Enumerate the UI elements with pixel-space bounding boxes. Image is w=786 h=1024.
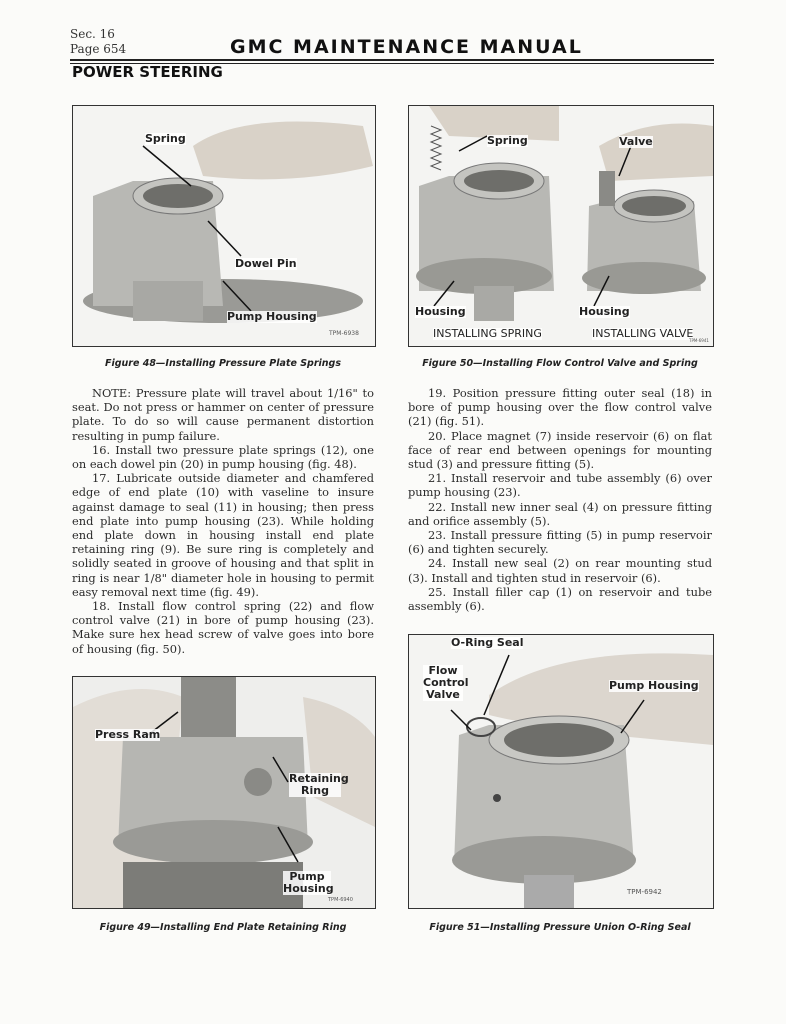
label-valve: Valve <box>619 135 653 148</box>
figure-50-image <box>408 105 714 347</box>
header-rule <box>70 59 714 61</box>
figure-49-caption: Figure 49—Installing End Plate Retaining Ring <box>99 922 347 933</box>
page-number: Page 654 <box>70 42 127 56</box>
paragraph-step-21: 21. Install reservoir and tube assembly (6) over pump housing (23). <box>408 471 712 500</box>
paragraph-step-23: 23. Install pressure fitting (5) in pump reservoir (6) and tighten securely. <box>408 528 712 557</box>
label-pump-housing: Pump Housing <box>283 870 334 895</box>
chapter-title: POWER STEERING <box>72 63 223 81</box>
figure-51-image <box>408 634 714 909</box>
label-pump-housing: Pump Housing <box>227 310 317 323</box>
paragraph-step-18: 18. Install flow control spring (22) and flow control valve (21) in bore of pump housing (23). Make sure hex head screw of valve goes into bore of housing (fig. 50). <box>72 599 374 656</box>
paragraph-step-25: 25. Install filler cap (1) on reservoir and tube assembly (6). <box>408 584 712 614</box>
label-pump-housing: Pump Housing <box>609 679 699 692</box>
paragraph-step-17: 17. Lubricate outside diameter and chamfered edge of end plate (10) with vaseline to insure against damage to seal (11) in housing; then press end plate into pump housing (23). While holding end plate down in housing install end plate retaining ring (9). Be sure ring is completely and solidly seated in groove of housing and that split in ring is near 1/8" diameter hole in housing to permit easy removal next time (fig. 49). <box>72 471 374 599</box>
subcaption-installing-spring: INSTALLING SPRING <box>433 327 542 340</box>
label-retaining-ring: Retaining Ring <box>289 772 349 797</box>
pump-housing-photo <box>73 106 375 346</box>
paragraph-step-20: 20. Place magnet (7) inside reservoir (6) on flat face of rear end between openings for mounting stud (3) and pressure fitting (5). <box>408 428 712 472</box>
paragraph-note: NOTE: Pressure plate will travel about 1/16" to seat. Do not press or hammer on center of pressure plate. To do so will cause permanent distortion resulting in pump failure. <box>72 386 374 443</box>
figure-code: TPM-6942 <box>627 888 662 896</box>
label-flow-control-valve: Flow Control Valve <box>423 664 469 701</box>
left-column-text <box>72 386 374 656</box>
figure-48-caption: Figure 48—Installing Pressure Plate Springs <box>104 358 342 369</box>
label-spring: Spring <box>487 134 528 147</box>
subcaption-installing-valve: INSTALLING VALVE <box>592 327 694 340</box>
paragraph-step-24: 24. Install new seal (2) on rear mounting stud (3). Install and tighten stud in reservoir (6). <box>408 556 712 585</box>
section-page-label <box>70 27 126 57</box>
paragraph-step-19: 19. Position pressure fitting outer seal (18) in bore of pump housing over the flow control valve (21) (fig. 51). <box>408 386 712 429</box>
section-number: Sec. 16 <box>70 27 115 41</box>
label-spring: Spring <box>145 132 186 145</box>
figure-49-image <box>72 676 376 909</box>
label-o-ring-seal: O-Ring Seal <box>451 636 524 649</box>
figure-50-caption: Figure 50—Installing Flow Control Valve and Spring <box>422 358 698 369</box>
manual-title: GMC MAINTENANCE MANUAL <box>230 36 583 58</box>
paragraph-step-22: 22. Install new inner seal (4) on pressure fitting and orifice assembly (5). <box>408 499 712 528</box>
label-dowel-pin: Dowel Pin <box>235 257 297 270</box>
label-housing-right: Housing <box>579 305 630 318</box>
label-housing-left: Housing <box>415 305 466 318</box>
figure-48-image <box>72 105 376 347</box>
figure-code: TPM-6940 <box>328 897 353 903</box>
figure-code: TPM-6938 <box>329 330 359 337</box>
figure-code: TPM-6941 <box>689 338 709 343</box>
figure-51-caption: Figure 51—Installing Pressure Union O-Ring Seal <box>429 922 691 933</box>
paragraph-step-16: 16. Install two pressure plate springs (12), one on each dowel pin (20) in pump housing (fig. 48). <box>72 442 374 472</box>
right-column-text <box>408 386 712 613</box>
label-press-ram: Press Ram <box>95 728 161 741</box>
